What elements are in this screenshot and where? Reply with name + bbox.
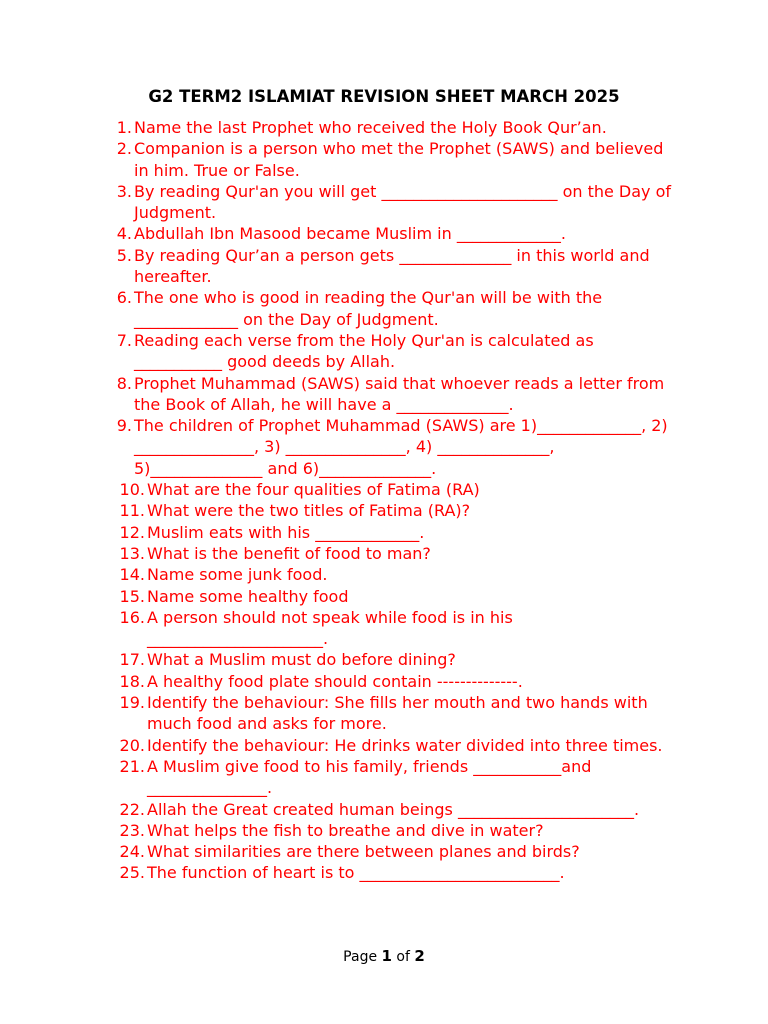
page-label: Page <box>343 949 378 965</box>
question-number: 8. <box>116 373 132 393</box>
current-page-number: 1 <box>381 947 392 965</box>
question-number: 5. <box>116 245 132 265</box>
question-text: Identify the behaviour: She fills her mouth and two hands with much food and asks for more. <box>147 693 648 734</box>
question-text: Name some junk food. <box>147 565 328 585</box>
question-item <box>0 181 674 224</box>
question-text: Reading each verse from the Holy Qur'an is calculated as ___________ good deeds by Allah. <box>134 330 594 372</box>
question-text: Abdullah Ibn Masood became Muslim in _____________. <box>134 224 566 244</box>
question-number: 21. <box>119 756 145 776</box>
question-number: 23. <box>119 820 145 840</box>
total-pages-number: 2 <box>414 947 425 965</box>
of-label: of <box>396 949 410 965</box>
question-item <box>0 117 674 138</box>
question-text: A healthy food plate should contain --------------. <box>147 671 523 691</box>
question-number: 13. <box>119 543 145 563</box>
question-item <box>0 543 674 564</box>
question-text: Name some healthy food <box>147 586 349 606</box>
question-item <box>0 287 674 330</box>
question-number: 2. <box>116 139 132 159</box>
question-text: By reading Qur’an a person gets ______________ in this world and hereafter. <box>134 245 650 287</box>
question-item <box>0 649 674 670</box>
question-text: Muslim eats with his _____________. <box>147 522 425 542</box>
question-number: 18. <box>119 671 145 691</box>
page-title: G2 TERM2 ISLAMIAT REVISION SHEET MARCH 2025 <box>148 87 620 106</box>
question-number: 3. <box>116 181 132 201</box>
question-text: What were the two titles of Fatima (RA)? <box>147 501 471 521</box>
question-text: What similarities are there between planes and birds? <box>147 842 580 862</box>
question-text: Prophet Muhammad (SAWS) said that whoever reads a letter from the Book of Allah, he will have a ______________. <box>134 373 665 414</box>
question-list <box>0 117 768 884</box>
question-text: A Muslim give food to his family, friends ___________and _______________. <box>147 756 592 798</box>
question-text: What a Muslim must do before dining? <box>147 650 456 670</box>
question-item <box>0 223 674 244</box>
question-item <box>0 373 674 416</box>
question-number: 22. <box>119 799 145 819</box>
question-number: 24. <box>119 842 145 862</box>
question-item <box>0 415 674 479</box>
question-item <box>0 607 674 650</box>
question-number: 25. <box>119 863 145 883</box>
question-item <box>0 756 674 799</box>
question-text: The children of Prophet Muhammad (SAWS) are 1)_____________, 2) _______________, 3) _______________, 4) ______________, 5)______________ and 6)______________. <box>134 416 668 478</box>
question-item <box>0 820 674 841</box>
question-number: 7. <box>116 330 132 350</box>
question-item <box>0 479 674 500</box>
question-item <box>0 799 674 820</box>
question-number: 4. <box>116 224 132 244</box>
question-item <box>0 522 674 543</box>
question-number: 6. <box>116 288 132 308</box>
question-number: 15. <box>119 586 145 606</box>
question-item <box>0 862 674 883</box>
question-item <box>0 245 674 288</box>
question-item <box>0 564 674 585</box>
question-text: Name the last Prophet who received the Holy Book Qur’an. <box>134 118 607 137</box>
question-number: 9. <box>116 416 132 436</box>
question-text: What is the benefit of food to man? <box>147 543 431 563</box>
question-item <box>0 735 674 756</box>
question-text: Allah the Great created human beings ______________________. <box>147 799 640 819</box>
question-item <box>0 841 674 862</box>
question-number: 11. <box>119 501 145 521</box>
question-text: A person should not speak while food is in his ______________________. <box>147 607 513 649</box>
question-number: 1. <box>116 118 132 137</box>
question-text: What helps the fish to breathe and dive in water? <box>147 820 544 840</box>
question-item <box>0 671 674 692</box>
question-text: The function of heart is to _________________________. <box>147 863 565 883</box>
question-item <box>0 692 674 735</box>
question-text: Identify the behaviour: He drinks water divided into three times. <box>147 735 663 755</box>
question-item <box>0 500 674 521</box>
question-number: 12. <box>119 522 145 542</box>
question-item <box>0 586 674 607</box>
question-number: 19. <box>119 693 145 713</box>
question-text: The one who is good in reading the Qur'an will be with the _____________ on the Day of Judgment. <box>134 288 603 329</box>
question-number: 20. <box>119 735 145 755</box>
question-number: 17. <box>119 650 145 670</box>
question-text: What are the four qualities of Fatima (RA) <box>147 480 480 500</box>
question-number: 16. <box>119 607 145 627</box>
question-text: Companion is a person who met the Prophet (SAWS) and believed in him. True or False. <box>134 139 664 180</box>
question-number: 10. <box>119 480 145 500</box>
page-footer <box>0 946 768 967</box>
question-item <box>0 330 674 373</box>
question-text: By reading Qur'an you will get ______________________ on the Day of Judgment. <box>134 181 672 223</box>
question-number: 14. <box>119 565 145 585</box>
question-item <box>0 138 674 181</box>
